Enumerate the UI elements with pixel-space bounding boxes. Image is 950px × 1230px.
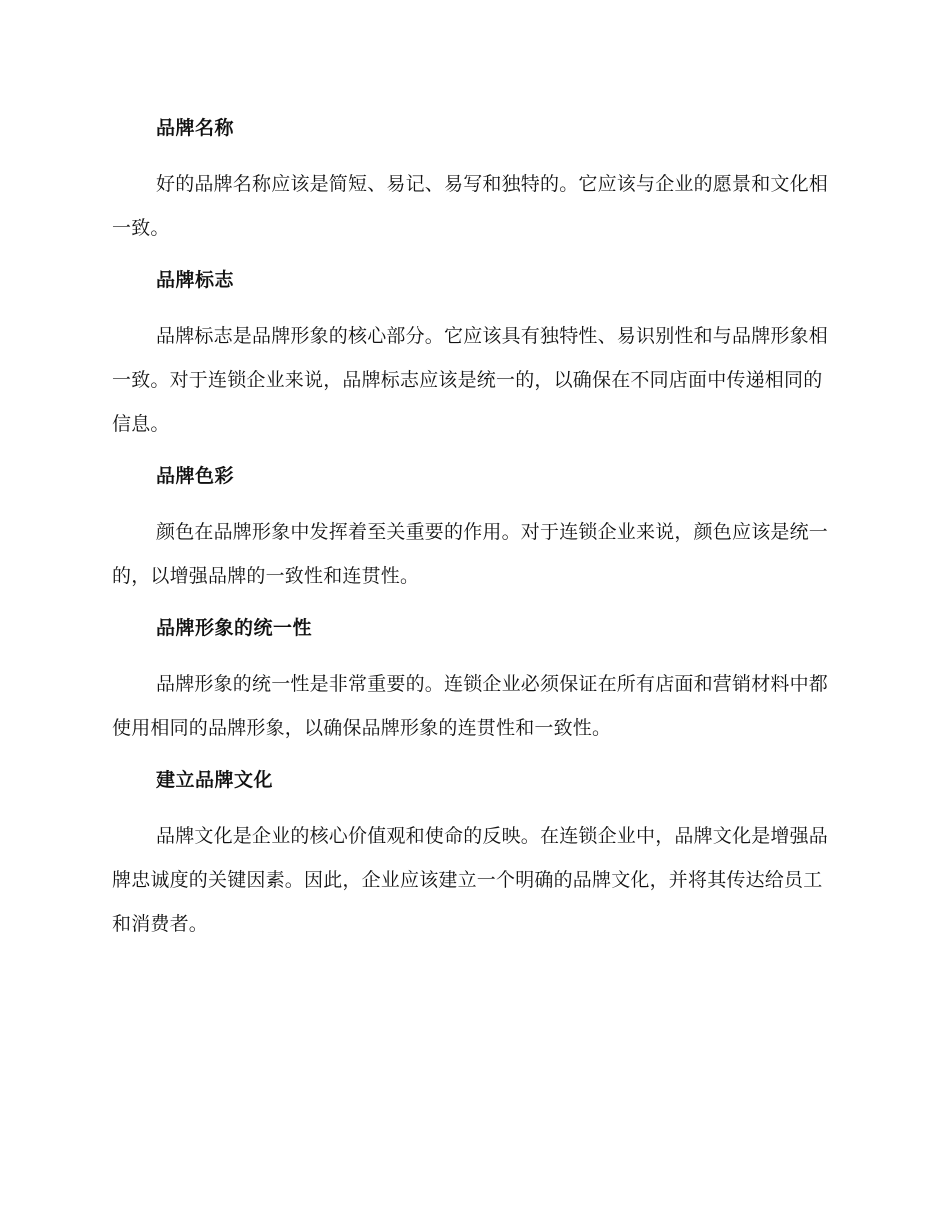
section-brand-name [112, 112, 832, 250]
section-brand-consistency [112, 612, 832, 750]
section-heading: 品牌形象的统一性 [156, 617, 313, 639]
section-brand-color [112, 460, 832, 598]
section-paragraph: 品牌形象的统一性是非常重要的。连锁企业必须保证在所有店面和营销材料中都使用相同的品牌形象，以确保品牌形象的连贯性和一致性。 [112, 673, 829, 739]
section-paragraph: 品牌标志是品牌形象的核心部分。它应该具有独特性、易识别性和与品牌形象相一致。对于连锁企业来说，品牌标志应该是统一的，以确保在不同店面中传递相同的信息。 [112, 325, 829, 435]
section-brand-logo [112, 264, 832, 446]
section-heading: 品牌色彩 [156, 465, 235, 487]
section-brand-culture [112, 764, 832, 946]
section-paragraph: 颜色在品牌形象中发挥着至关重要的作用。对于连锁企业来说，颜色应该是统一的，以增强品牌的一致性和连贯性。 [112, 521, 829, 587]
document-page [112, 112, 832, 960]
section-heading: 品牌名称 [156, 117, 235, 139]
section-heading: 品牌标志 [156, 269, 235, 291]
section-paragraph: 品牌文化是企业的核心价值观和使命的反映。在连锁企业中，品牌文化是增强品牌忠诚度的关键因素。因此，企业应该建立一个明确的品牌文化，并将其传达给员工和消费者。 [112, 825, 829, 935]
section-paragraph: 好的品牌名称应该是简短、易记、易写和独特的。它应该与企业的愿景和文化相一致。 [112, 173, 829, 239]
section-heading: 建立品牌文化 [156, 769, 274, 791]
